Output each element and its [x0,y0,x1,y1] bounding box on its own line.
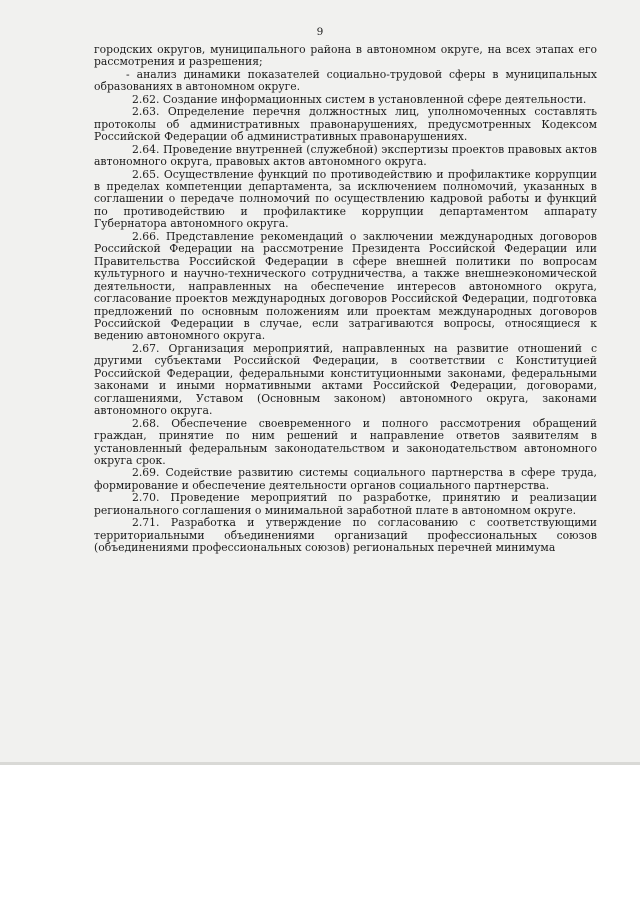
paragraph-continuation: городских округов, муниципального района в автономном округе, на всех этапах его рассмотрения и разрешения; [94,43,597,69]
paragraph-2-67: 2.67. Организация мероприятий, направленных на развитие отношений с другими субъектами Российской Федерации, в соответствии с Конституцией Российской Федерации, федеральными конституционными законами, федеральными законами и иными нормативными актами Российской Федерации, договорами, соглашениями, Уставом (Основным законом) автономного округа, законами автономного округа. [94,341,597,418]
paragraph-2-63: 2.63. Определение перечня должностных лиц, уполномоченных составлять протоколы об административных правонарушениях, предусмотренных Кодексом Российской Федерации об административных правонарушениях. [94,105,597,144]
paragraph-list-item: - анализ динамики показателей социально-трудовой сферы в муниципальных образованиях в автономном округе. [94,67,597,94]
paragraph-2-62: 2.62. Создание информационных систем в установленной сфере деятельности. [132,92,587,106]
paragraph-2-64: 2.64. Проведение внутренней (служебной) экспертизы проектов правовых актов автономного округа, правовых актов автономного округа. [94,142,597,169]
paragraph-2-70: 2.70. Проведение мероприятий по разработке, принятию и реализации регионального соглашения о минимальной заработной плате в автономном округе. [94,491,597,517]
paragraph-2-66: 2.66. Представление рекомендаций о заключении международных договоров Российской Федерации на рассмотрение Президента Российской Федерации или Правительства Российской Федерации в сфере внешней политики по вопросам культурного и научно-технического сотрудничества, а также внешнеэкономической деятельности, направленных на обеспечение интересов автономного округа, согласование проектов международных договоров Российской Федерации, подготовка предложений по основным положениям или проектам международных договоров Российской Федерации в случае, если затрагиваются вопросы, относящиеся к ведению автономного округа. [94,229,597,343]
paragraph-2-71: 2.71. Разработка и утверждение по согласованию с соответствующими территориальными объединениями организаций профессиональных союзов (объединениями профессиональных союзов) региональных перечней минимума [94,516,597,555]
paragraph-2-69: 2.69. Содействие развитию системы социального партнерства в сфере труда, формирование и обеспечение деятельности органов социального партнерства. [94,466,597,492]
page-number: 9 [316,26,324,38]
paragraph-2-68: 2.68. Обеспечение своевременного и полного рассмотрения обращений граждан, принятие по ним решений и направление ответов заявителям в установленный федеральным законодательством и законодательством автономного округа срок. [94,416,597,467]
document-body [94,44,597,555]
paragraph-2-65: 2.65. Осуществление функций по противодействию и профилактике коррупции в пределах компетенции департамента, за исключением полномочий, указанных в соглашении о передаче полномочий по осуществлению кадровой работы и функций по противодействию и профилактике коррупции департаментом аппарату Губернатора автономного округа. [94,167,597,231]
